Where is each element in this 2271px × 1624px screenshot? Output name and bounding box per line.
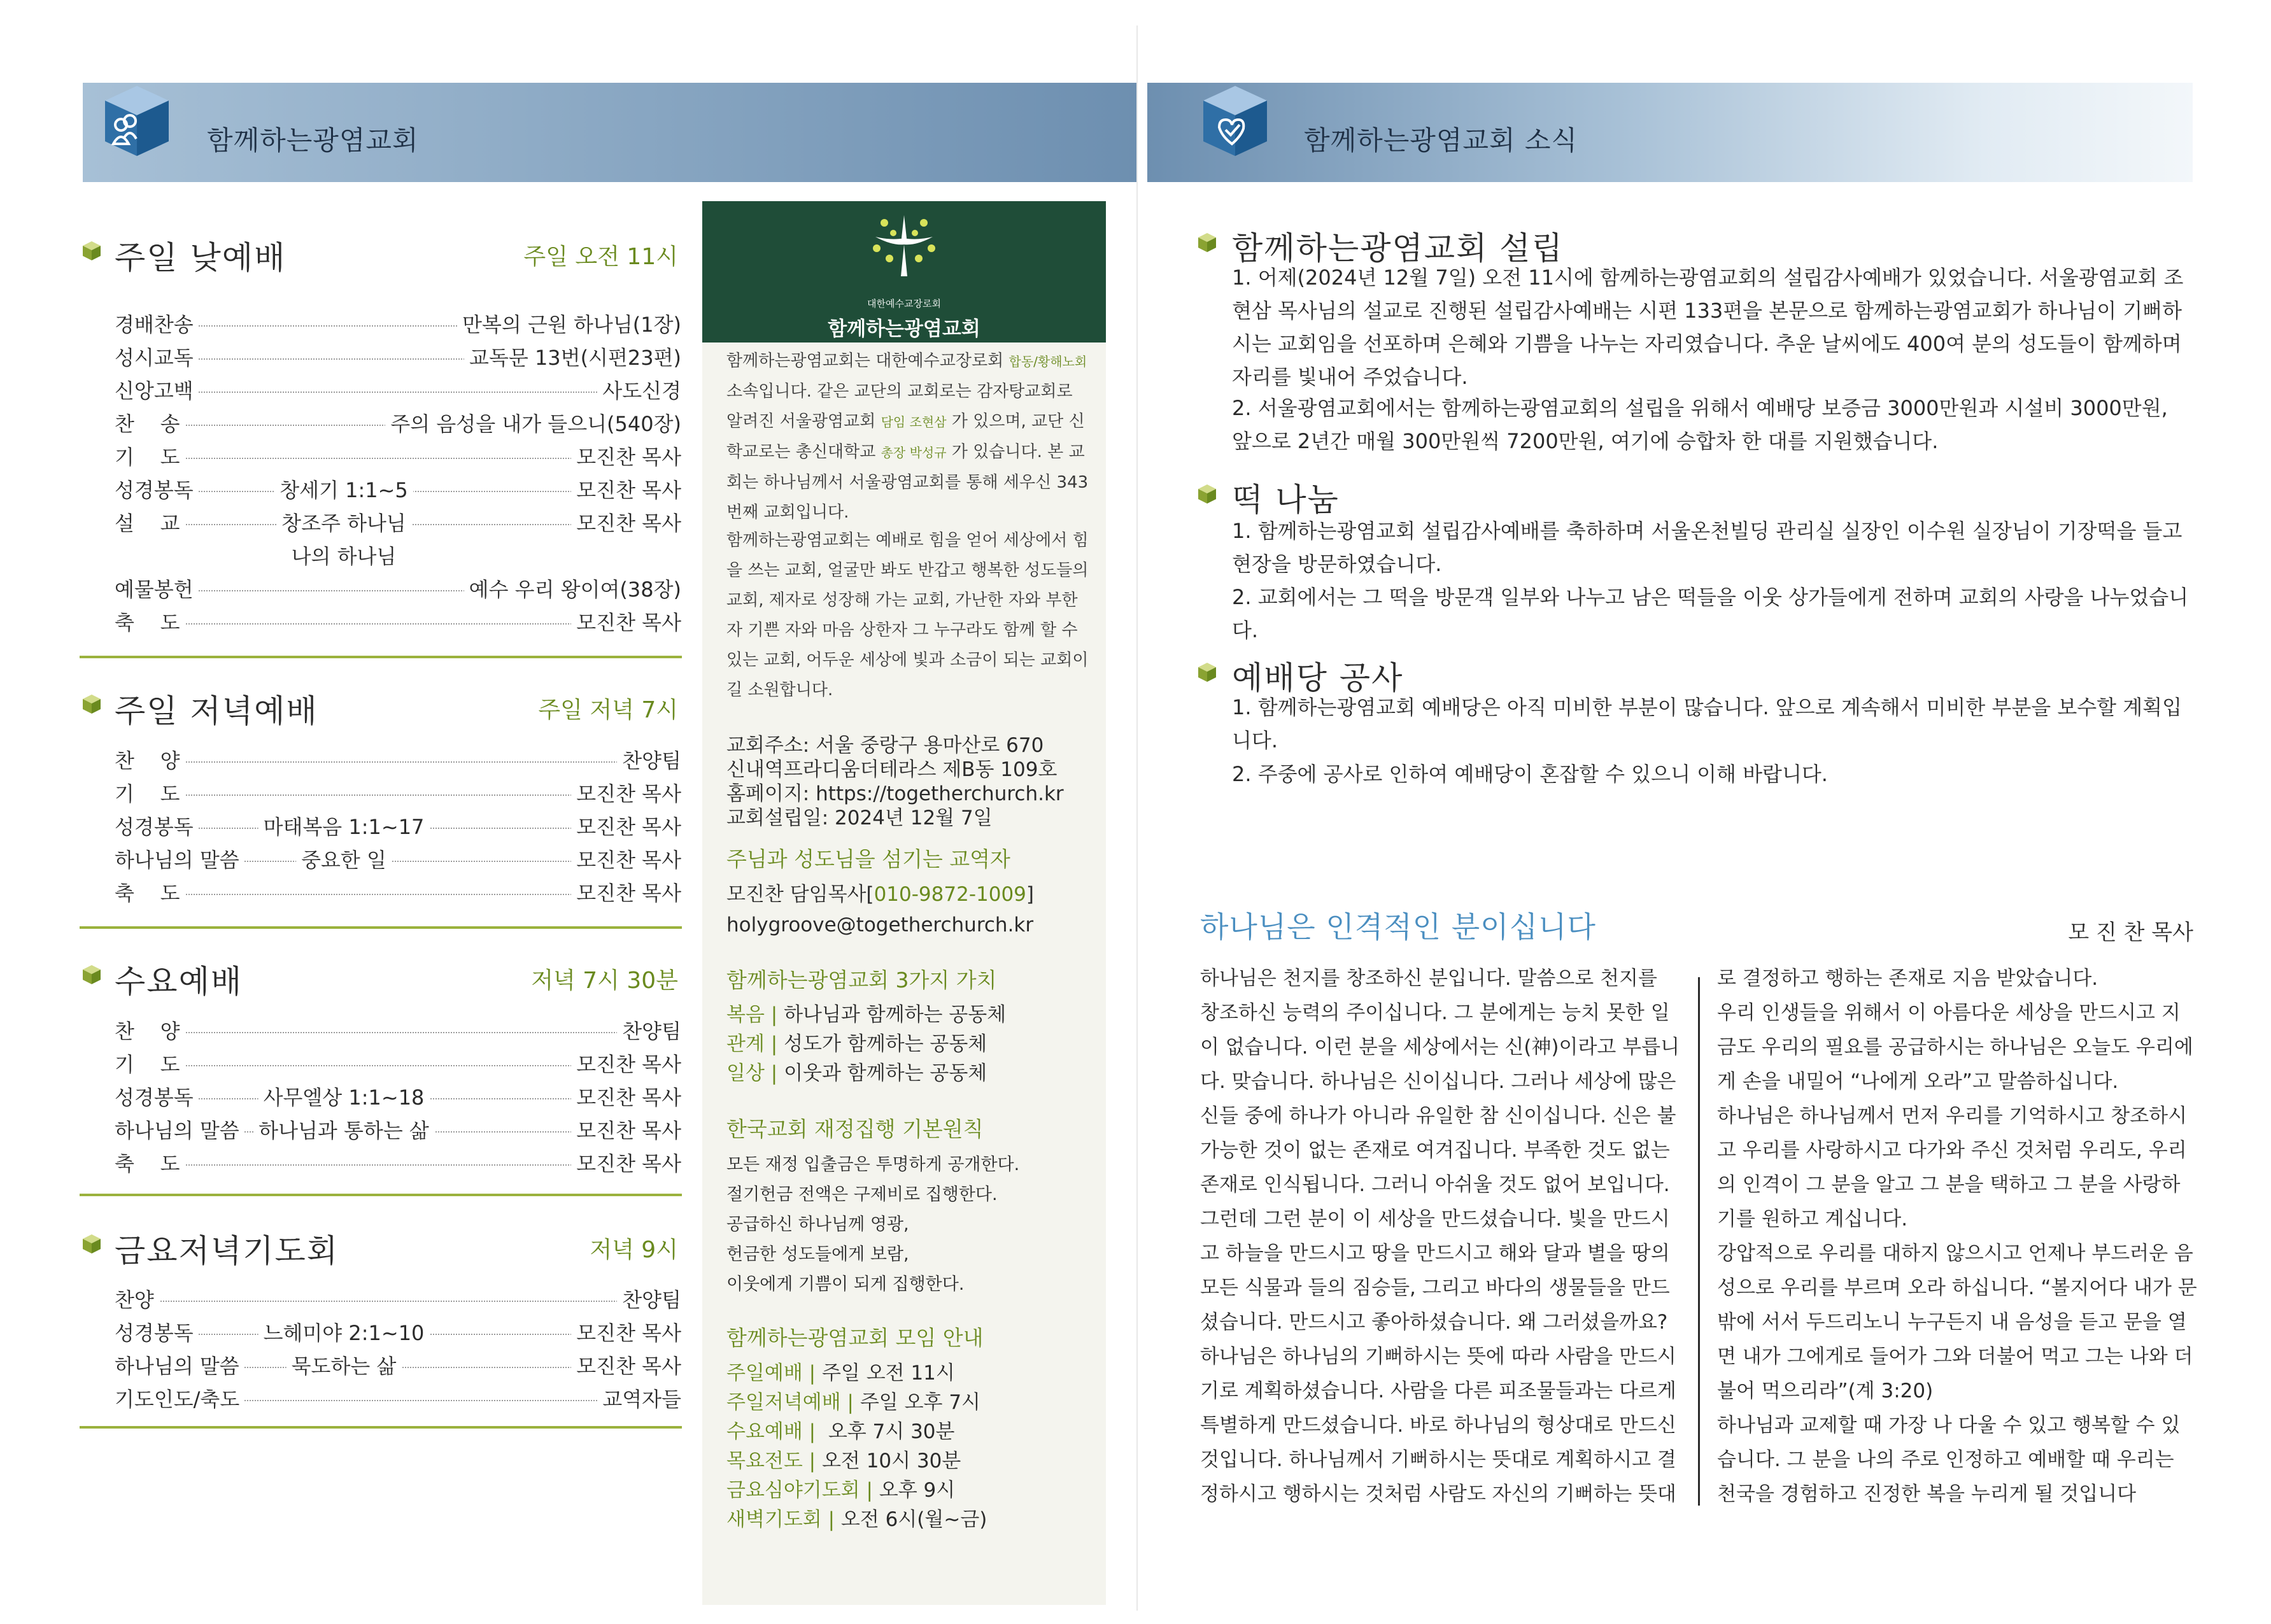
service-title: 수요예배 xyxy=(115,963,243,1000)
values-heading: 함께하는광염교회 3가지 가치 xyxy=(726,968,997,992)
finance-principle: 이웃에게 기쁨이 되게 집행한다. xyxy=(726,1274,965,1294)
order-row xyxy=(115,309,681,341)
news-item: 2. 주중에 공사로 인하여 예배당이 혼잡할 수 있으니 이해 바랍니다. xyxy=(1232,762,1828,786)
order-row xyxy=(115,441,681,473)
service-time: 주일 저녁 7시 xyxy=(538,697,678,723)
denomination-label: 대한예수교장로회 xyxy=(867,298,941,309)
homepage-line: 홈페이지: https://togetherchurch.kr xyxy=(726,782,1064,805)
order-value: 모진찬 목사 xyxy=(571,1115,681,1147)
order-label: 축 도 xyxy=(115,877,185,909)
order-row xyxy=(115,811,681,843)
order-label: 찬양 xyxy=(115,1284,159,1316)
dotted-leader xyxy=(115,761,681,763)
order-row xyxy=(115,540,681,572)
order-label: 찬 송 xyxy=(115,408,185,440)
service-time: 저녁 7시 30분 xyxy=(531,968,678,994)
order-row xyxy=(115,474,681,506)
order-value: 모진찬 목사 xyxy=(571,441,681,473)
order-value: 모진찬 목사 xyxy=(571,877,681,909)
order-scripture: 마태복음 1:1~17 xyxy=(258,811,430,843)
church-info-panel xyxy=(702,201,1106,1605)
essay-column-divider xyxy=(1698,977,1700,1506)
order-label: 기 도 xyxy=(115,441,185,473)
order-row xyxy=(115,1015,681,1047)
order-row xyxy=(115,877,681,909)
heart-cube-icon xyxy=(1200,83,1270,159)
essay-column-1: 하나님은 천지를 창조하신 분입니다. 말씀으로 천지를 창조하신 능력의 주이십니다. 그 분에게는 능치 못한 일이 없습니다. 이런 분을 세상에서는 신(神)이라고 부릅니다. 맞습니다. 하나님은 신이십니다. 그러나 세상에 많은 신들 중에 하나가 아니라 유일한 참 신이십니다. 신은 불가능한 것이 없는 존재로 여겨집니다. 부족한 것도 없는 존재로 인식됩니다. 그러니 아쉬울 것도 없어 보입니다. 그런데 그런 분이 이 세상을 만드셨습니다. 빛을 만드시고 하늘을 만드시고 땅을 만드시고 해와 달과 별을 땅의 모든 식물과 들의 짐승들, 그리고 바다의 생물들을 만드셨습니다. 만드시고 좋아하셨습니다. 왜 그러셨을까요? 하나님은 하나님의 기뻐하시는 뜻에 따라 사람을 만드시기로 계획하셨습니다. 사람을 다른 피조물들과는 다르게 특별하게 만드셨습니다. 바로 하나님의 형상대로 만드신 것입니다. 하나님께서 기뻐하시는 뜻대로 계획하시고 결정하시고 행하시는 것처럼 사람도 자신의 기뻐하는 뜻대 xyxy=(1200,967,1680,1506)
order-row xyxy=(115,607,681,639)
order-row xyxy=(115,1148,681,1180)
left-header-title: 함께하는광염교회 xyxy=(207,125,419,156)
order-row xyxy=(115,1284,681,1316)
church-logo-icon xyxy=(870,213,938,283)
essay-paragraph: 하나님은 하나님께서 먼저 우리를 기억하시고 창조하시고 우리를 사랑하시고 다가와 주신 것처럼 우리도, 우리의 인격이 그 분을 알고 그 분을 택하고 그 분을 사랑하기를 원하고 계십니다. xyxy=(1717,1105,2188,1231)
news-cube-icon xyxy=(1197,483,1217,505)
church-intro-paragraph: 함께하는광염교회는 대한예수교장로회 합동/황해노회 소속입니다. 같은 교단의 교회로는 감자탕교회로 알려진 서울광염교회 담임 조현삼 가 있으며, 교단 신학교로는 총신대학교 총장 박성규 가 있습니다. 본 교회는 하나님께서 서울광염교회를 통해 세우신 343번째 교회입니다. xyxy=(726,351,1089,522)
order-label: 성시교독 xyxy=(115,342,199,374)
order-value: 교독문 13번(시편23편) xyxy=(464,342,681,374)
order-label: 신앙고백 xyxy=(115,375,199,407)
meetings-heading: 함께하는광염교회 모임 안내 xyxy=(726,1325,984,1350)
order-row xyxy=(115,408,681,440)
order-scripture: 느헤미야 2:1~10 xyxy=(258,1317,430,1349)
church-vision-paragraph: 함께하는광염교회는 예배로 힘을 얻어 세상에서 힘을 쓰는 교회, 얼굴만 봐도 반갑고 행복한 성도들의 교회, 제자로 성장해 가는 교회, 가난한 자와 부한 자 기쁜 자와 마음 상한자 그 누구라도 함께 할 수 있는 교회, 어두운 세상에 빛과 소금이 되는 교회이길 소원합니다. xyxy=(726,531,1089,700)
meeting-item: 주일저녁예배 | 주일 오후 7시 xyxy=(726,1391,981,1414)
order-label: 예물봉헌 xyxy=(115,574,199,605)
section-divider xyxy=(80,1426,682,1429)
order-value: 모진찬 목사 xyxy=(571,474,681,506)
news-item: 1. 함께하는광염교회 예배당은 아직 미비한 부분이 많습니다. 앞으로 계속해서 미비한 부분을 보수할 계획입니다. xyxy=(1232,695,2182,752)
essay-paragraph: 강압적으로 우리를 대하지 않으시고 언제나 부드러운 음성으로 우리를 부르며 오라 하십니다. “볼지어다 내가 문 밖에 서서 두드리노니 누구든지 내 음성을 듣고 문을 열면 내가 그에게로 들어가 그와 더불어 먹고 그는 나와 더불어 먹으리라”(계 3:20) xyxy=(1717,1242,2197,1402)
dotted-leader xyxy=(115,392,681,393)
section-cube-icon xyxy=(81,693,102,715)
order-value: 모진찬 목사 xyxy=(571,778,681,810)
order-label: 기 도 xyxy=(115,778,185,810)
meeting-item: 금요심야기도회 | 오후 9시 xyxy=(726,1479,956,1502)
order-label: 기 도 xyxy=(115,1049,185,1080)
meeting-item: 수요예배 | 오후 7시 30분 xyxy=(726,1420,955,1443)
essay-paragraph: 우리 인생들을 위해서 이 아름다운 세상을 만드시고 지금도 우리의 필요를 공급하시는 하나님은 오늘도 우리에게 손을 내밀어 “나에게 오라”고 말씀하십니다. xyxy=(1717,1001,2193,1093)
church-name-label: 함께하는광염교회 xyxy=(828,318,980,341)
finance-principle: 절기헌금 전액은 구제비로 집행한다. xyxy=(726,1185,998,1204)
order-label: 경배찬송 xyxy=(115,309,199,341)
finance-heading: 한국교회 재정집행 기본원칙 xyxy=(726,1117,984,1141)
section-cube-icon xyxy=(81,964,102,985)
order-label: 성경봉독 xyxy=(115,811,199,843)
order-label: 설 교 xyxy=(115,507,185,539)
order-value: 모진찬 목사 xyxy=(571,1350,681,1382)
order-row xyxy=(115,1383,681,1415)
order-value: 모진찬 목사 xyxy=(571,1082,681,1113)
order-scripture: 사무엘상 1:1~18 xyxy=(258,1082,430,1113)
news-item: 2. 교회에서는 그 떡을 방문객 일부와 나누고 남은 떡들을 이웃 상가들에게 전하며 교회의 사랑을 나누었습니다. xyxy=(1232,585,2189,642)
order-value: 모진찬 목사 xyxy=(571,507,681,539)
order-value: 예수 우리 왕이여(38장) xyxy=(464,574,681,605)
value-item: 관계 | 성도가 함께하는 공동체 xyxy=(726,1033,987,1056)
section-divider xyxy=(80,656,682,658)
service-title: 금요저녁기도회 xyxy=(115,1232,339,1269)
order-row xyxy=(115,745,681,777)
order-row xyxy=(115,1082,681,1113)
order-row xyxy=(115,1049,681,1080)
service-time: 주일 오전 11시 xyxy=(523,244,678,270)
founded-line: 교회설립일: 2024년 12월 7일 xyxy=(726,807,993,830)
order-value: 모진찬 목사 xyxy=(571,811,681,843)
order-scripture: 창조주 하나님 xyxy=(276,507,411,539)
order-value: 찬양팀 xyxy=(617,1015,681,1047)
order-value: 사도신경 xyxy=(597,375,681,407)
order-value: 모진찬 목사 xyxy=(571,844,681,876)
finance-principle: 공급하신 하나님께 영광, xyxy=(726,1215,909,1234)
value-item: 일상 | 이웃과 함께하는 공동체 xyxy=(726,1062,987,1085)
order-row xyxy=(115,1115,681,1147)
meeting-item: 새벽기도회 | 오전 6시(월~금) xyxy=(726,1508,987,1531)
order-value: 교역자들 xyxy=(597,1383,681,1415)
order-label: 축 도 xyxy=(115,607,185,639)
news-item: 1. 어제(2024년 12월 7일) 오전 11시에 함께하는광염교회의 설립감사예배가 있었습니다. 서울광염교회 조현삼 목사님의 설교로 진행된 설립감사예배는 시편 133편을 본문으로 함께하는광염교회가 하나님이 기뻐하시는 교회임을 선포하며 은혜와 기쁨을 나누는 자리였습니다. 추운 날씨에도 400여 분의 성도들이 함께하며 자리를 빛내어 주었습니다. xyxy=(1232,265,2184,389)
order-label: 축 도 xyxy=(115,1148,185,1180)
order-value: 모진찬 목사 xyxy=(571,1317,681,1349)
order-label: 찬 양 xyxy=(115,745,185,777)
order-value: 찬양팀 xyxy=(617,745,681,777)
order-value: 주의 음성을 내가 들으니(540장) xyxy=(385,408,681,440)
order-value: 모진찬 목사 xyxy=(571,1049,681,1080)
essay-column-2 xyxy=(1717,961,2198,1511)
order-scripture: 나의 하나님 xyxy=(291,544,397,568)
news-cube-icon xyxy=(1197,661,1217,683)
order-scripture: 하나님과 통하는 삶 xyxy=(253,1115,434,1147)
order-scripture: 창세기 1:1~5 xyxy=(274,474,413,506)
finance-principle: 모든 재정 입출금은 투명하게 공개한다. xyxy=(726,1155,1020,1175)
section-cube-icon xyxy=(81,1233,102,1255)
news-item: 1. 함께하는광염교회 설립감사예배를 축하하며 서울온천빌딩 관리실 실장인 이수원 실장님이 기장떡을 들고 현장을 방문하였습니다. xyxy=(1232,519,2183,576)
dotted-leader xyxy=(115,1032,681,1033)
order-scripture: 중요한 일 xyxy=(296,844,392,876)
order-row xyxy=(115,375,681,407)
order-row xyxy=(115,778,681,810)
news-title: 예배당 공사 xyxy=(1232,660,1404,696)
value-item: 복음 | 하나님과 함께하는 공동체 xyxy=(726,1003,1007,1026)
pastor-contact: 모진찬 담임목사[010-9872-1009] xyxy=(726,883,1035,906)
order-label: 찬 양 xyxy=(115,1015,185,1047)
order-row xyxy=(115,507,681,539)
news-title: 떡 나눔 xyxy=(1232,481,1340,518)
order-label: 성경봉독 xyxy=(115,1317,199,1349)
essay-title: 하나님은 인격적인 분이십니다 xyxy=(1200,910,1596,944)
essay-paragraph: 하나님과 교제할 때 가장 나 다울 수 있고 행복할 수 있습니다. 그 분을 나의 주로 인정하고 예배할 때 우리는 천국을 경험하고 진정한 복을 누리게 될 것입니다 xyxy=(1717,1414,2181,1506)
section-divider xyxy=(80,1194,682,1196)
people-cube-icon xyxy=(102,83,172,159)
finance-principle: 헌금한 성도들에게 보람, xyxy=(726,1245,909,1264)
order-scripture: 묵도하는 삶 xyxy=(287,1350,402,1382)
order-label: 하나님의 말씀 xyxy=(115,1115,244,1147)
order-label: 성경봉독 xyxy=(115,1082,199,1113)
service-title: 주일 낮예배 xyxy=(115,239,287,276)
order-row xyxy=(115,844,681,876)
right-header-title: 함께하는광염교회 소식 xyxy=(1304,125,1578,156)
page-spine xyxy=(1136,25,1138,1611)
order-value: 만복의 근원 하나님(1장) xyxy=(457,309,681,341)
dotted-leader xyxy=(115,1301,681,1302)
meeting-item: 목요전도 | 오전 10시 30분 xyxy=(726,1450,961,1472)
order-value: 모진찬 목사 xyxy=(571,1148,681,1180)
staff-heading: 주님과 성도님을 섬기는 교역자 xyxy=(726,847,1010,872)
church-logo-header xyxy=(702,201,1106,342)
section-divider xyxy=(80,926,682,929)
order-label: 기도인도/축도 xyxy=(115,1383,244,1415)
essay-author: 모 진 찬 목사 xyxy=(2068,920,2193,945)
news-title: 함께하는광염교회 설립 xyxy=(1232,230,1564,267)
service-title: 주일 저녁예배 xyxy=(115,693,318,730)
address-line-2: 신내역프라디움더테라스 제B동 109호 xyxy=(726,758,1058,781)
news-item: 2. 서울광염교회에서는 함께하는광염교회의 설립을 위해서 예배당 보증금 3000만원과 시설비 3000만원, 앞으로 2년간 매월 300만원씩 7200만원, 여기에 승합차 한 대를 지원했습니다. xyxy=(1232,396,2168,453)
order-row xyxy=(115,1350,681,1382)
order-row xyxy=(115,574,681,605)
order-label: 하나님의 말씀 xyxy=(115,1350,244,1382)
order-label: 하나님의 말씀 xyxy=(115,844,244,876)
address-line-1: 교회주소: 서울 중랑구 용마산로 670 xyxy=(726,734,1044,757)
service-time: 저녁 9시 xyxy=(590,1237,678,1263)
meeting-item: 주일예배 | 주일 오전 11시 xyxy=(726,1362,955,1385)
order-value: 찬양팀 xyxy=(617,1284,681,1316)
section-cube-icon xyxy=(81,240,102,262)
news-cube-icon xyxy=(1197,232,1217,253)
pastor-email[interactable]: holygroove@togetherchurch.kr xyxy=(726,914,1034,936)
order-value: 모진찬 목사 xyxy=(571,607,681,639)
essay-paragraph: 로 결정하고 행하는 존재로 지음 받았습니다. xyxy=(1717,967,2098,990)
order-row xyxy=(115,1317,681,1349)
order-label: 성경봉독 xyxy=(115,474,199,506)
order-row xyxy=(115,342,681,374)
